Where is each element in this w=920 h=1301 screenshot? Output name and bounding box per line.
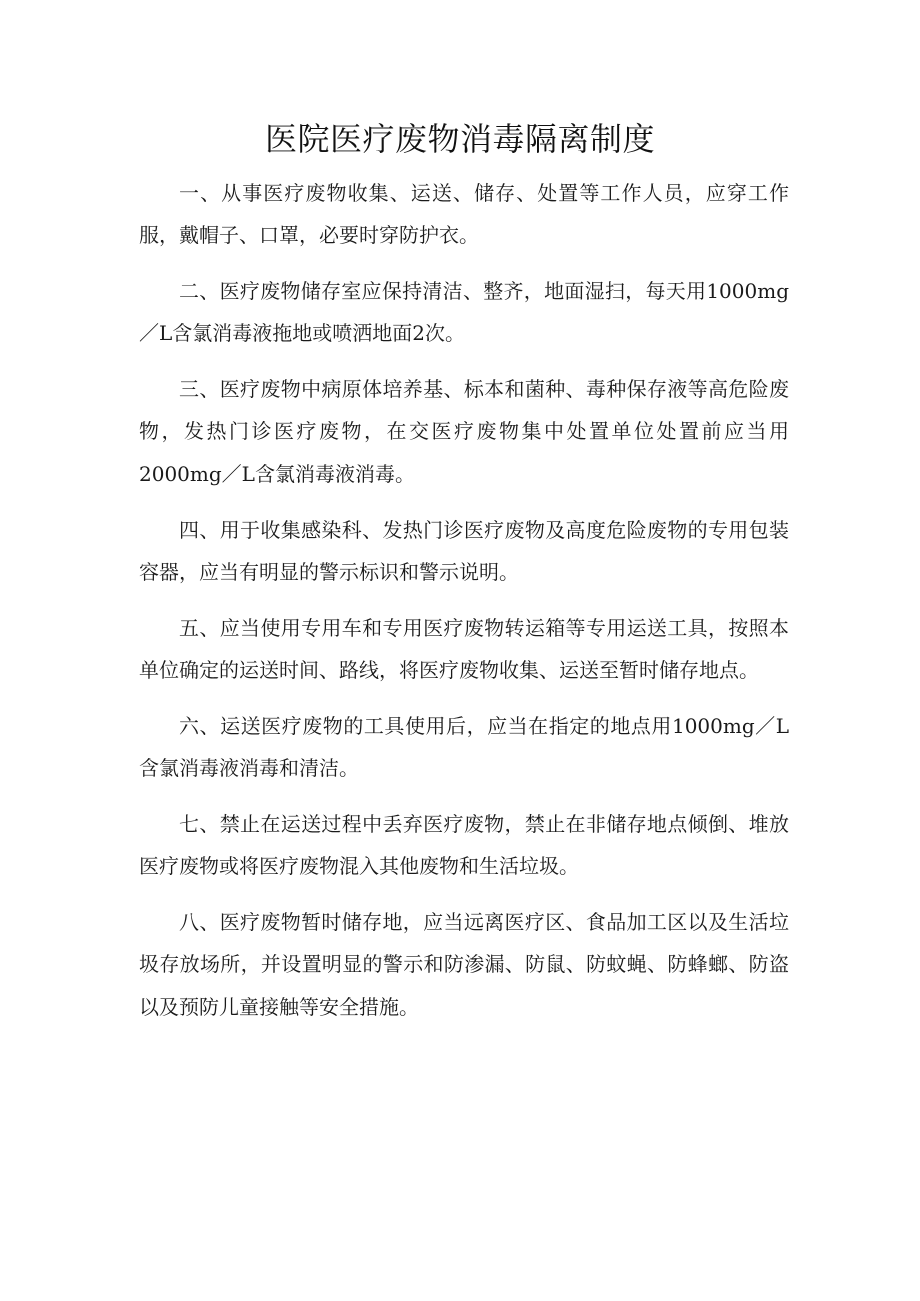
paragraph-4: 四、用于收集感染科、发热门诊医疗废物及高度危险废物的专用包装容器，应当有明显的警示标识和警示说明。 <box>139 517 789 584</box>
paragraph-6: 六、运送医疗废物的工具使用后，应当在指定的地点用1000mg／L含氯消毒液消毒和清洁。 <box>139 713 789 781</box>
document-title: 医院医疗废物消毒隔离制度 <box>264 120 655 158</box>
paragraph-7: 七、禁止在运送过程中丢弃医疗废物，禁止在非储存地点倾倒、堆放医疗废物或将医疗废物混入其他废物和生活垃圾。 <box>139 811 789 879</box>
paragraph-8: 八、医疗废物暂时储存地，应当远离医疗区、食品加工区以及生活垃圾存放场所，并设置明显的警示和防渗漏、防鼠、防蚊蝇、防蜂螂、防盗以及预防儿童接触等安全措施。 <box>139 909 789 1019</box>
paragraph-3: 三、医疗废物中病原体培养基、标本和菌种、毒种保存液等高危险废物，发热门诊医疗废物，在交医疗废物集中处置单位处置前应当用2000mg／L含氯消毒液消毒。 <box>139 377 789 486</box>
document-body <box>139 172 789 1041</box>
paragraph-1: 一、从事医疗废物收集、运送、储存、处置等工作人员，应穿工作服，戴帽子、口罩，必要时穿防护衣。 <box>139 181 789 248</box>
paragraph-5: 五、应当使用专用车和专用医疗废物转运箱等专用运送工具，按照本单位确定的运送时间、路线，将医疗废物收集、运送至暂时储存地点。 <box>139 615 789 682</box>
paragraph-2: 二、医疗废物储存室应保持清洁、整齐，地面湿扫，每天用1000mg／L含氯消毒液拖地或喷洒地面2次。 <box>139 279 789 346</box>
